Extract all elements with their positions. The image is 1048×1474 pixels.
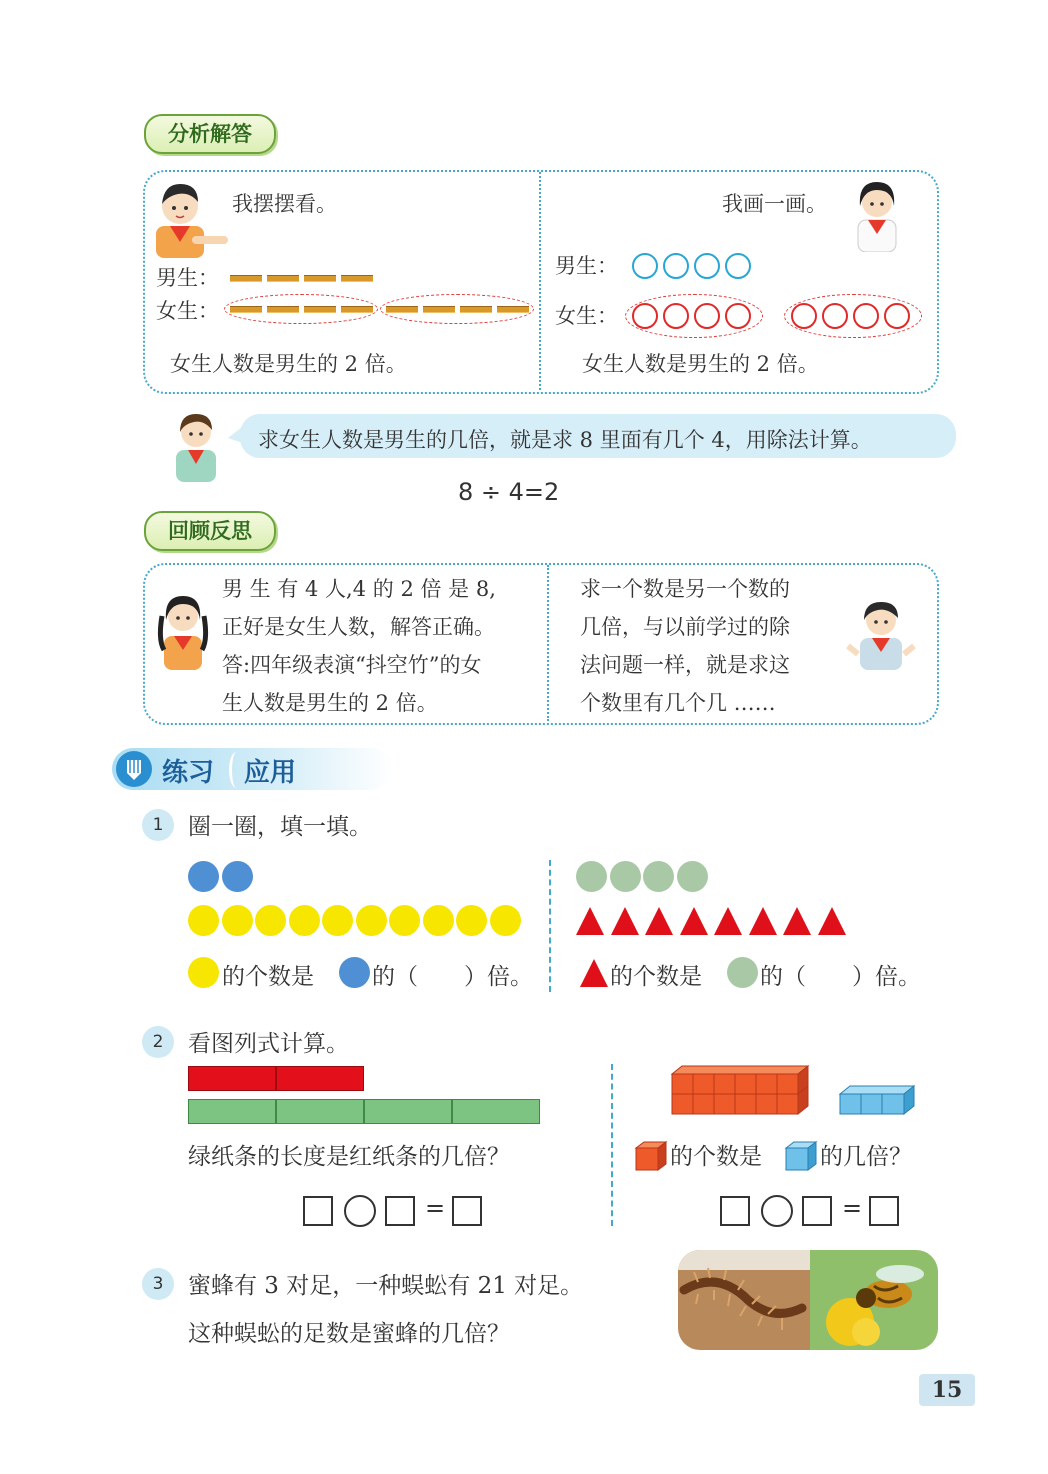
review-left-line-3: 答:四年级表演“抖空竹”的女 — [222, 653, 482, 677]
girl-review-illustration — [152, 590, 214, 670]
ex2-left-box-1[interactable] — [303, 1196, 333, 1226]
exercise-3-line1: 蜜蜂有 3 对足，一种蜈蚣有 21 对足。 — [188, 1273, 584, 1299]
ex2-left-box-3[interactable] — [452, 1196, 482, 1226]
exercise-3-line2: 这种蜈蚣的足数是蜜蜂的几倍？ — [188, 1321, 510, 1347]
ex2-green-strip — [188, 1099, 540, 1124]
yellow-dot — [490, 905, 521, 936]
girl-stick-7 — [460, 306, 492, 313]
boy-circle-4 — [725, 253, 751, 279]
review-right-line-1: 求一个数是另一个数的 — [580, 577, 790, 601]
practice-title-right: 应用 — [244, 758, 297, 788]
division-equation: 8 ÷ 4=2 — [458, 478, 560, 506]
girl-circle-7 — [853, 303, 879, 329]
ex1-divider — [549, 860, 551, 992]
speech-text: 求女生人数是男生的几倍，就是求 8 里面有几个 4，用除法计算。 — [258, 428, 872, 452]
ex1-right-part1: 的个数是 — [610, 964, 702, 990]
review-divider — [547, 565, 549, 721]
yellow-dot — [322, 905, 353, 936]
girl-illustration — [846, 176, 908, 252]
page-number: 15 — [931, 1377, 963, 1403]
yellow-dot — [255, 905, 286, 936]
girl-stick-3 — [304, 306, 336, 313]
red-triangle — [611, 907, 639, 935]
ex1-left-part1: 的个数是 — [222, 964, 314, 990]
analysis-tag — [144, 114, 276, 154]
right-caption: 我画一画。 — [722, 192, 827, 216]
ex2-blue-cube-icon — [784, 1140, 818, 1172]
yellow-dot — [389, 905, 420, 936]
yellow-dot — [222, 905, 253, 936]
green-dot — [576, 861, 607, 892]
analysis-title: 分析解答 — [168, 122, 252, 146]
review-left-line-4: 生人数是男生的 2 倍。 — [222, 691, 438, 715]
girl-circle-6 — [822, 303, 848, 329]
ex2-right-box-3[interactable] — [869, 1196, 899, 1226]
red-triangle — [680, 907, 708, 935]
ex2-right-equals: = — [842, 1194, 863, 1222]
review-title: 回顾反思 — [168, 519, 252, 543]
red-triangle — [714, 907, 742, 935]
ex1-left-part2: 的（ ）倍。 — [372, 964, 533, 990]
red-triangle — [818, 907, 846, 935]
exercise-3-number: 3 — [142, 1268, 174, 1300]
green-dot — [610, 861, 641, 892]
boy-circle-3 — [694, 253, 720, 279]
review-left-line-1: 男 生 有 4 人,4 的 2 倍 是 8, — [222, 577, 496, 601]
exercise-1-prompt: 圈一圈，填一填。 — [188, 814, 372, 840]
centipede-bee-photo — [678, 1250, 938, 1350]
boy-stick-2 — [267, 275, 299, 282]
right-girls-label: 女生： — [555, 304, 618, 328]
boy-review-illustration — [842, 596, 920, 670]
red-triangle — [645, 907, 673, 935]
teacher-boy-illustration — [162, 410, 236, 482]
green-strip-segment — [188, 1099, 276, 1124]
review-right-line-4: 个数里有几个几 …… — [580, 691, 776, 715]
ex2-left-box-2[interactable] — [385, 1196, 415, 1226]
practice-title-sep — [229, 752, 244, 788]
ex2-divider — [611, 1064, 613, 1226]
boy-illustration — [152, 176, 234, 258]
ex1-green-ref-dot — [727, 957, 758, 988]
ex2-orange-cube-icon — [634, 1140, 668, 1172]
girl-stick-5 — [386, 306, 418, 313]
blue-dot — [222, 861, 253, 892]
left-caption: 我摆摆看。 — [232, 192, 337, 216]
boy-circle-1 — [632, 253, 658, 279]
exercise-2-number: 2 — [142, 1026, 174, 1058]
ex2-orange-cubes — [670, 1064, 810, 1116]
review-right-line-2: 几倍，与以前学过的除 — [580, 615, 790, 639]
girl-stick-6 — [423, 306, 455, 313]
ex2-left-equals: = — [425, 1194, 446, 1222]
boy-stick-1 — [230, 275, 262, 282]
girl-stick-4 — [341, 306, 373, 313]
boy-stick-3 — [304, 275, 336, 282]
girl-circle-2 — [663, 303, 689, 329]
girl-stick-1 — [230, 306, 262, 313]
boy-stick-4 — [341, 275, 373, 282]
ex1-yellow-ref-dot — [188, 957, 219, 988]
ex2-left-question: 绿纸条的长度是红纸条的几倍？ — [188, 1144, 510, 1170]
ex1-triangle-ref — [580, 959, 608, 987]
ex2-right-operator-circle[interactable] — [761, 1195, 793, 1227]
ex1-blue-ref-dot — [339, 957, 370, 988]
girl-circle-5 — [791, 303, 817, 329]
girl-circle-8 — [884, 303, 910, 329]
practice-title-left: 练习 — [162, 758, 215, 788]
right-conclusion: 女生人数是男生的 2 倍。 — [582, 352, 819, 376]
yellow-dot — [356, 905, 387, 936]
ex2-left-operator-circle[interactable] — [344, 1195, 376, 1227]
ex2-right-box-2[interactable] — [802, 1196, 832, 1226]
girl-circle-1 — [632, 303, 658, 329]
ex2-red-strip — [188, 1066, 364, 1091]
red-triangle — [749, 907, 777, 935]
review-left-line-2: 正好是女生人数，解答正确。 — [222, 615, 495, 639]
red-triangle — [783, 907, 811, 935]
red-strip-segment — [276, 1066, 364, 1091]
pencil-icon — [116, 751, 152, 787]
yellow-dot — [456, 905, 487, 936]
yellow-dot — [423, 905, 454, 936]
girl-circle-3 — [694, 303, 720, 329]
girl-stick-8 — [497, 306, 529, 313]
red-strip-segment — [188, 1066, 276, 1091]
yellow-dot — [188, 905, 219, 936]
green-strip-segment — [364, 1099, 452, 1124]
analysis-divider — [539, 172, 541, 390]
review-tag — [144, 511, 276, 551]
left-boys-label: 男生： — [156, 266, 219, 290]
red-triangle — [576, 907, 604, 935]
left-conclusion: 女生人数是男生的 2 倍。 — [170, 352, 407, 376]
left-girls-label: 女生： — [156, 299, 219, 323]
girl-circle-4 — [725, 303, 751, 329]
ex2-right-part1: 的个数是 — [670, 1144, 762, 1170]
ex2-blue-cubes — [838, 1084, 916, 1116]
ex2-right-box-1[interactable] — [720, 1196, 750, 1226]
green-dot — [643, 861, 674, 892]
exercise-2-prompt: 看图列式计算。 — [188, 1031, 349, 1057]
yellow-dot — [289, 905, 320, 936]
exercise-1-number: 1 — [142, 809, 174, 841]
green-strip-segment — [452, 1099, 540, 1124]
blue-dot — [188, 861, 219, 892]
green-strip-segment — [276, 1099, 364, 1124]
boy-circle-2 — [663, 253, 689, 279]
right-boys-label: 男生： — [555, 254, 618, 278]
ex2-right-part2: 的几倍？ — [820, 1144, 912, 1170]
speech-bubble-tail — [228, 424, 246, 444]
girl-stick-2 — [267, 306, 299, 313]
ex1-right-part2: 的（ ）倍。 — [760, 964, 921, 990]
green-dot — [677, 861, 708, 892]
review-right-line-3: 法问题一样，就是求这 — [580, 653, 790, 677]
